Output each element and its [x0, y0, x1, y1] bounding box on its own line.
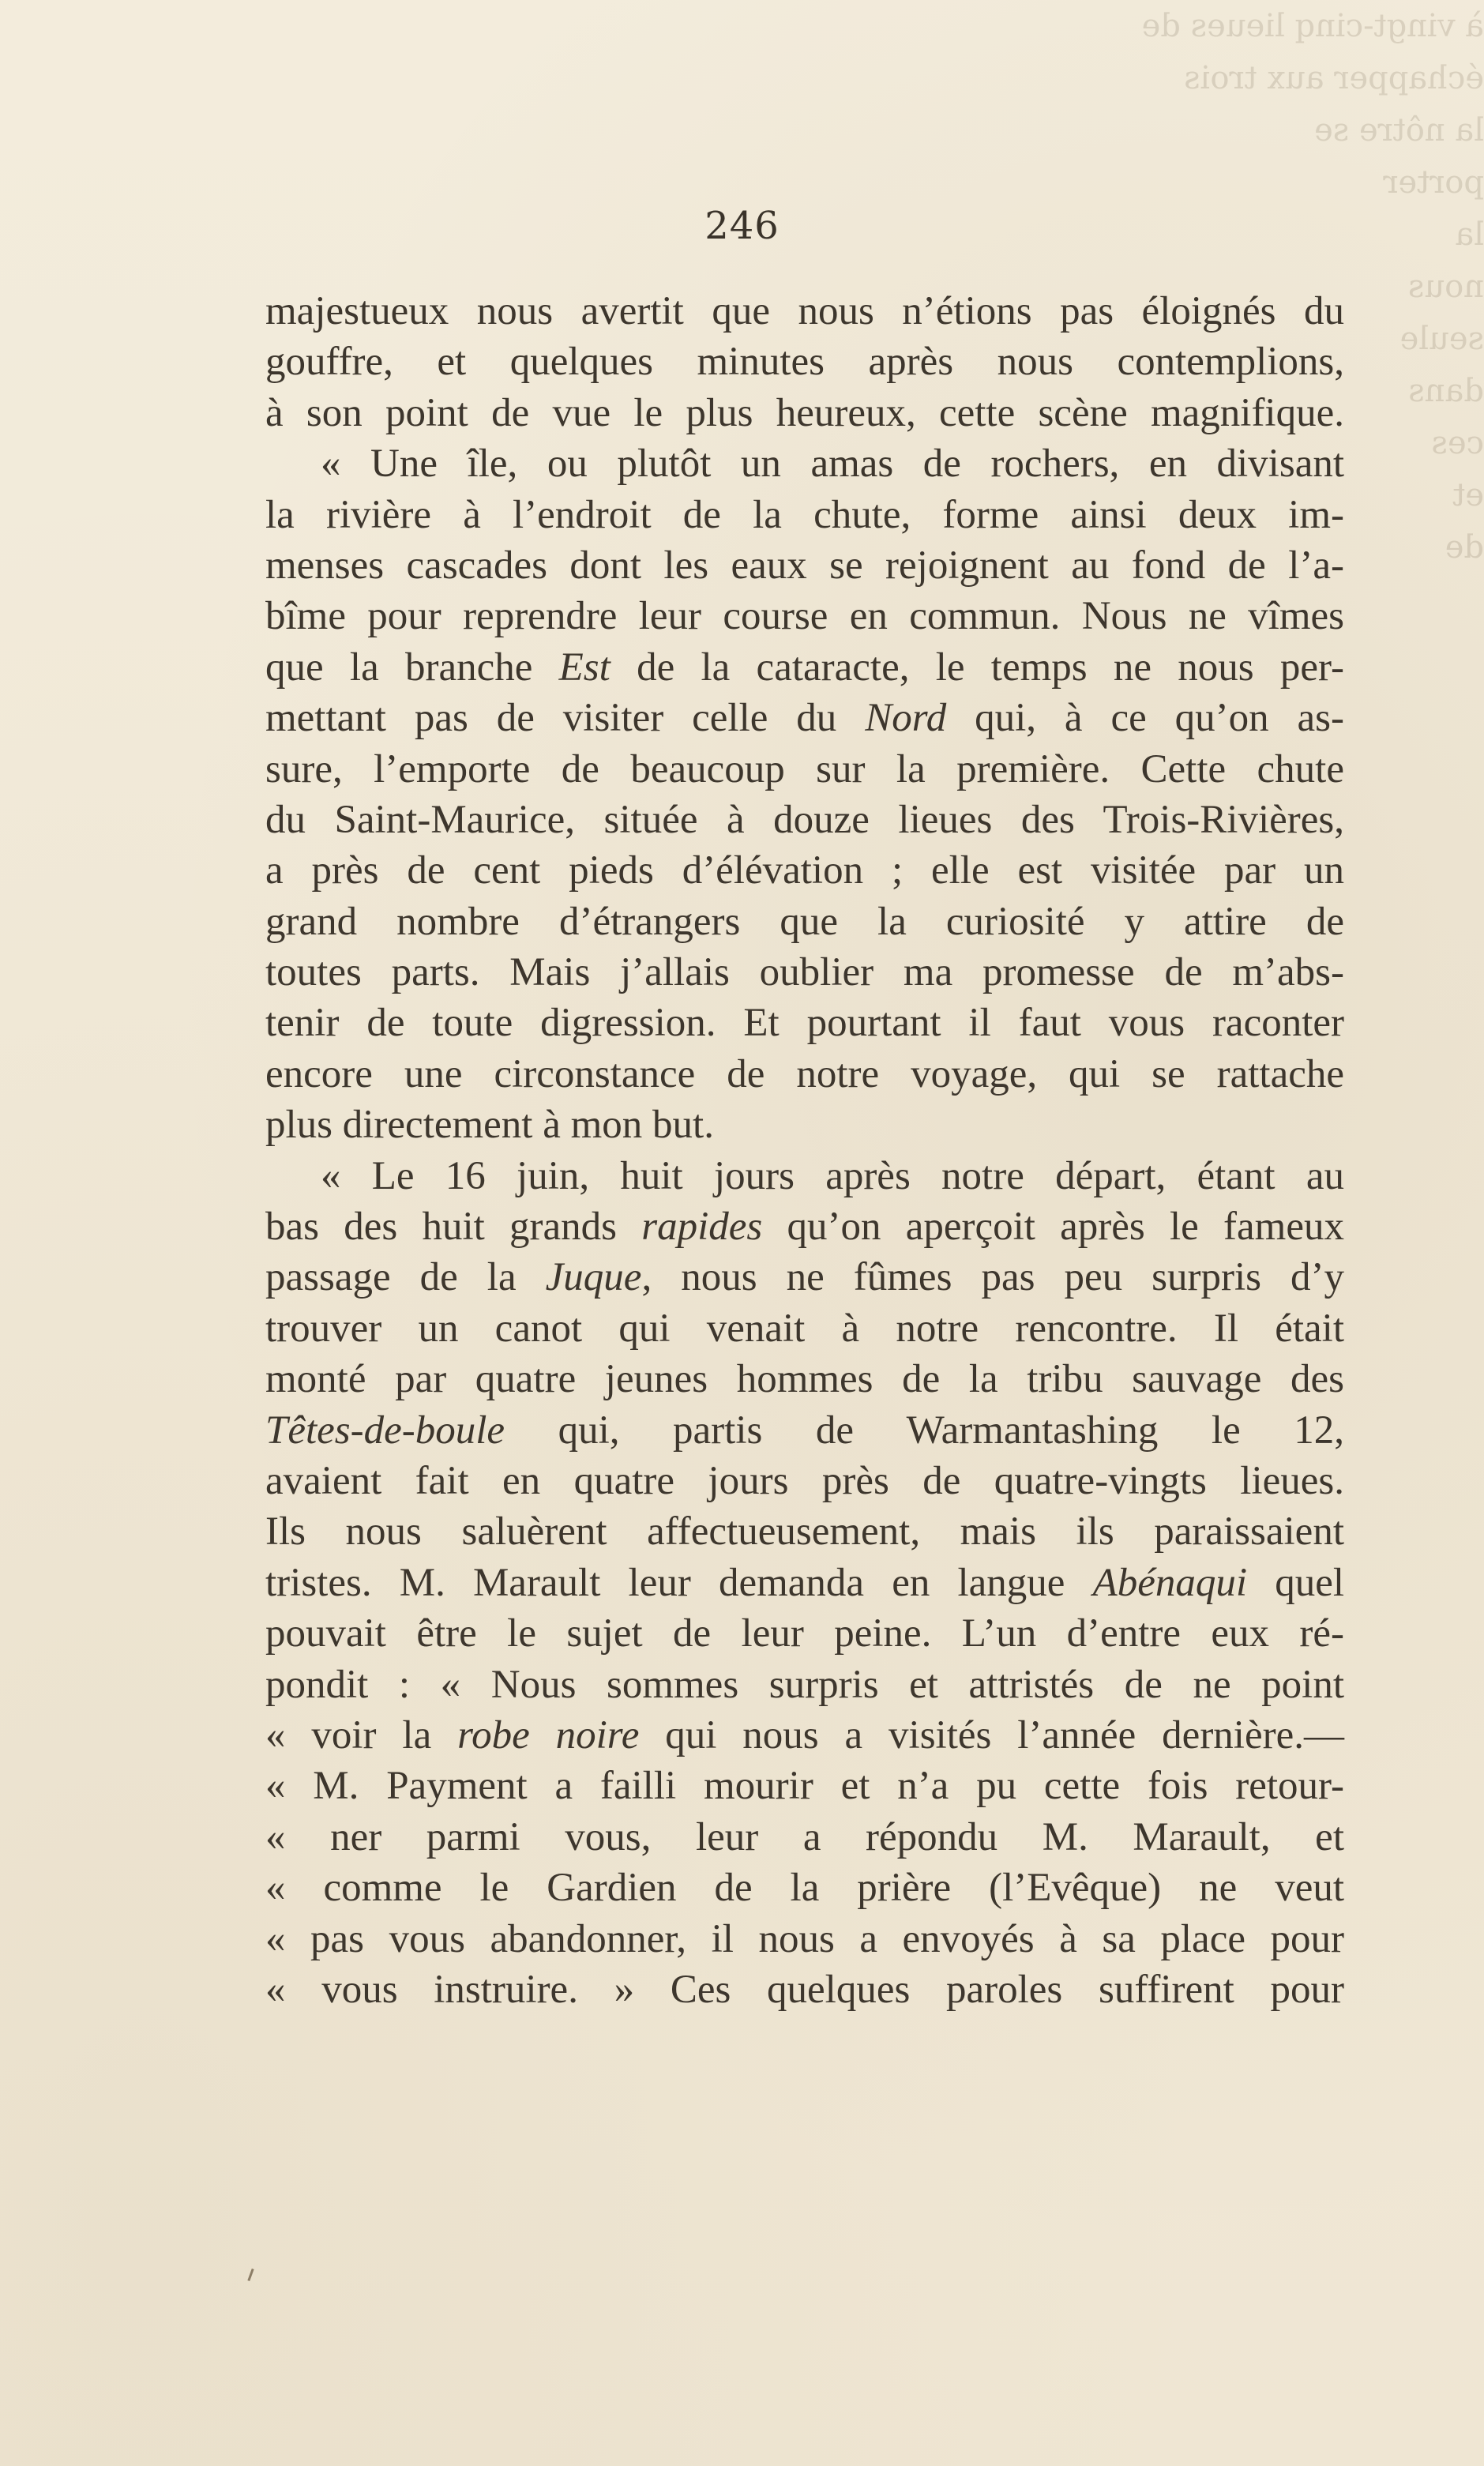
text-line: toutes parts. Mais j’allais oublier ma promesse de m’abs- — [265, 950, 1344, 995]
text-line: du Saint-Maurice, située à douze lieues des Trois-Rivières, — [265, 797, 1344, 842]
bleed-through-line: échapper aux trois — [1184, 60, 1484, 96]
text-line: Ils nous saluèrent affectueusement, mais ils paraissaient — [265, 1509, 1344, 1554]
body-text — [265, 286, 1344, 2015]
text-line: tristes. M. Marault leur demanda en langue Abénaqui quel — [265, 1560, 1344, 1605]
text-line: sure, l’emporte de beaucoup sur la première. Cette chute — [265, 746, 1344, 791]
bleed-through-line: et — [1452, 477, 1484, 513]
text-line: avaient fait en quatre jours près de quatre-vingts lieues. — [265, 1458, 1344, 1503]
bleed-through-line: nous — [1407, 269, 1484, 305]
text-line: tenir de toute digression. Et pourtant il faut vous raconter — [265, 1001, 1344, 1046]
text-line: bîme pour reprendre leur course en commun. Nous ne vîmes — [265, 594, 1344, 639]
bleed-through-line: porter — [1383, 164, 1484, 201]
text-line: la rivière à l’endroit de la chute, forme ainsi deux im- — [265, 492, 1344, 537]
text-line: a près de cent pieds d’élévation ; elle est visitée par un — [265, 848, 1344, 893]
text-line: pouvait être le sujet de leur peine. L’un d’entre eux ré- — [265, 1611, 1344, 1656]
bleed-through-line: à vingt-cinq lieues de — [1141, 8, 1484, 44]
page-number: 246 — [704, 204, 780, 248]
text-line: monté par quatre jeunes hommes de la tribu sauvage des — [265, 1357, 1344, 1402]
text-line: encore une circonstance de notre voyage, qui se rattache — [265, 1051, 1344, 1096]
text-line: à son point de vue le plus heureux, cette scène magnifique. — [265, 390, 1344, 435]
text-line: trouver un canot qui venait à notre rencontre. Il était — [265, 1306, 1344, 1351]
bleed-through-line: la nôtre se — [1314, 112, 1484, 148]
text-line: plus directement à mon but. — [265, 1103, 714, 1148]
text-line: majestueux nous avertit que nous n’étions pas éloignés du — [265, 289, 1344, 333]
text-line: « M. Payment a failli mourir et n’a pu cette fois retour- — [265, 1764, 1344, 1809]
bleed-through-line: dans — [1408, 373, 1484, 409]
text-line: menses cascades dont les eaux se rejoignent au fond de l’a- — [265, 543, 1344, 588]
pencil-mark — [247, 2269, 254, 2281]
text-line: grand nombre d’étrangers que la curiosité y attire de — [265, 899, 1344, 944]
text-line: « voir la robe noire qui nous a visités l’année dernière.— — [265, 1712, 1344, 1757]
bleed-through-line: ces — [1431, 425, 1484, 461]
bleed-through-line: la — [1455, 216, 1484, 253]
text-line: « comme le Gardien de la prière (l’Evêque) ne veut — [265, 1866, 1344, 1911]
text-line: que la branche Est de la cataracte, le temps ne nous per- — [265, 645, 1344, 690]
text-line: « Une île, ou plutôt un amas de rochers, en divisant — [321, 442, 1344, 487]
text-line: Têtes-de-boule qui, partis de Warmantashing le 12, — [265, 1408, 1344, 1453]
bleed-through-line: de — [1445, 529, 1484, 566]
text-line: « Le 16 juin, huit jours après notre départ, étant au — [321, 1153, 1344, 1198]
bleed-through-line: seule — [1399, 321, 1484, 357]
text-line: « ner parmi vous, leur a répondu M. Marault, et — [265, 1814, 1344, 1859]
text-line: mettant pas de visiter celle du Nord qui, à ce qu’on as- — [265, 696, 1344, 741]
text-line: pondit : « Nous sommes surpris et attristés de ne point — [265, 1662, 1344, 1707]
text-line: bas des huit grands rapides qu’on aperçoit après le fameux — [265, 1205, 1344, 1250]
text-line: gouffre, et quelques minutes après nous contemplions, — [265, 340, 1344, 385]
text-line: « pas vous abandonner, il nous a envoyés à sa place pour — [265, 1916, 1344, 1961]
text-line: passage de la Juque, nous ne fûmes pas peu surpris d’y — [265, 1255, 1344, 1300]
text-line: « vous instruire. » Ces quelques paroles suffirent pour — [265, 1967, 1344, 2012]
